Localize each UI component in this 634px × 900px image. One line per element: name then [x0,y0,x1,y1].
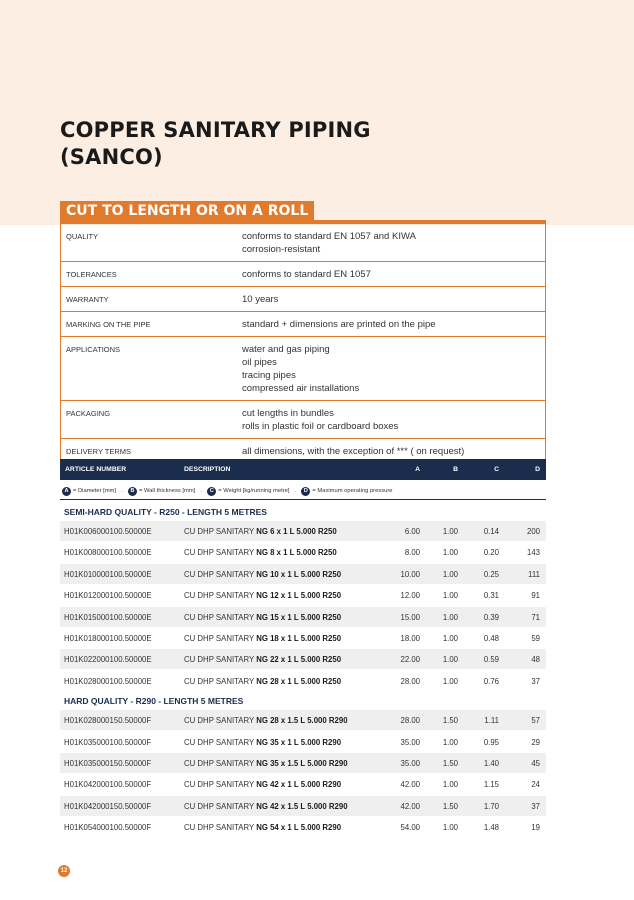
description [184,759,348,768]
spec-row [61,261,545,286]
article-number: H01K015000100.50000E [64,612,152,622]
spec-value: water and gas piping [242,344,330,355]
spec-values [242,445,545,458]
value-b: 1.00 [442,612,458,622]
group-heading: SEMI-HARD QUALITY - R250 - LENGTH 5 METRES [64,507,267,517]
description [184,823,341,832]
article-number: H01K035000150.50000F [64,759,152,768]
description [184,548,337,557]
legend-item [207,487,289,496]
table-row [60,585,546,605]
description [184,655,341,664]
group-heading: HARD QUALITY - R290 - LENGTH 5 METRES [64,696,244,707]
description-prefix: CU DHP SANITARY [184,591,257,601]
legend-item [62,487,116,496]
page-title [60,117,371,171]
value-b: 1.00 [442,548,458,558]
value-b: 1.00 [442,737,458,747]
value-a: 42.00 [400,801,420,811]
table-row [60,607,546,627]
spec-row [61,311,545,336]
description-prefix: CU DHP SANITARY [184,655,257,665]
column-legend [60,484,546,500]
article-number: H01K008000100.50000E [64,548,152,558]
spec-values [242,268,545,281]
article-number: H01K042000150.50000F [64,801,152,811]
value-b: 1.00 [442,527,458,536]
value-b: 1.00 [442,569,458,579]
value-a: 10.00 [400,569,420,579]
legend-letter-icon: D [301,487,310,496]
article-number: H01K022000100.50000E [64,655,152,665]
description [184,527,337,536]
description-prefix: CU DHP SANITARY [184,527,257,536]
value-b: 1.00 [442,591,458,601]
table-row [60,628,546,648]
spec-key: QUALITY [66,232,99,241]
spec-value: rolls in plastic foil or cardboard boxes [242,421,399,432]
table-row [60,671,546,691]
spec-key: MARKING ON THE PIPE [66,320,151,329]
spec-value: 10 years [242,294,279,305]
article-number: H01K054000100.50000F [64,823,152,833]
spec-value: oil pipes [242,357,277,368]
value-a: 22.00 [400,655,420,665]
description [184,802,348,811]
value-c: 1.48 [483,823,499,833]
value-c: 1.15 [483,780,499,790]
value-d: 91 [531,591,540,601]
value-c: 0.95 [483,737,499,747]
value-d: 37 [531,676,540,686]
legend-text: = Maximum operating pressure [312,488,393,494]
value-a: 35.00 [400,759,420,768]
header-b: B [453,466,458,473]
value-a: 28.00 [400,716,420,726]
description-spec: NG 42 x 1 L 5.000 R290 [256,780,342,790]
article-number: H01K042000100.50000F [64,780,152,790]
description-spec: NG 22 x 1 L 5.000 R250 [256,655,342,665]
description [184,613,341,622]
table-row [60,710,546,730]
value-b: 1.00 [442,634,458,643]
spec-row [61,224,545,261]
value-c: 0.39 [483,612,499,622]
value-d: 57 [531,716,540,726]
description [184,677,341,686]
value-a: 35.00 [400,737,420,747]
table-row [60,521,546,541]
value-c: 0.76 [483,676,499,686]
value-d: 48 [531,655,540,665]
value-b: 1.00 [442,780,458,790]
value-c: 0.59 [483,655,499,665]
description-prefix: CU DHP SANITARY [184,737,257,747]
value-d: 45 [531,759,540,768]
table-row [60,542,546,562]
spec-value: standard + dimensions are printed on the pipe [242,319,436,330]
description [184,570,341,579]
description-prefix: CU DHP SANITARY [184,676,257,686]
table-row [60,649,546,669]
description-spec: NG 35 x 1 L 5.000 R290 [256,737,342,747]
spec-values [242,318,545,331]
value-d: 29 [531,737,540,747]
article-number: H01K018000100.50000E [64,634,152,643]
article-number: H01K028000150.50000F [64,716,152,726]
spec-key: DELIVERY TERMS [66,447,132,456]
value-d: 37 [531,801,540,811]
value-c: 0.31 [483,591,499,601]
table-row [60,774,546,794]
spec-values [242,343,545,395]
value-b: 1.00 [442,655,458,665]
description-spec: NG 35 x 1.5 L 5.000 R290 [256,759,348,768]
description-spec: NG 28 x 1 L 5.000 R250 [256,676,342,686]
description [184,591,341,600]
value-c: 1.11 [484,716,499,726]
section-tab: CUT TO LENGTH OR ON A ROLL [60,201,314,221]
value-d: 24 [531,780,540,790]
spec-value: conforms to standard EN 1057 and KIWA [242,231,416,242]
value-a: 8.00 [404,548,420,558]
description [184,716,348,725]
value-a: 6.00 [404,527,420,536]
article-number: H01K028000100.50000E [64,676,152,686]
spec-values [242,293,545,306]
legend-text: = Weight [kg/running metre] [218,488,290,494]
spec-value: compressed air installations [242,383,360,394]
table-row [60,753,546,773]
value-c: 0.48 [483,634,499,643]
article-number: H01K035000100.50000F [64,737,152,747]
legend-text: = Wall thickness [mm] [138,488,196,494]
spec-value: tracing pipes [242,370,296,381]
value-b: 1.50 [442,801,458,811]
legend-item [128,487,195,496]
description-spec: NG 42 x 1.5 L 5.000 R290 [256,801,348,811]
description-spec: NG 6 x 1 L 5.000 R250 [256,527,337,536]
spec-value: conforms to standard EN 1057 [242,269,371,280]
header-band [0,0,634,225]
value-a: 12.00 [400,591,420,601]
value-b: 1.50 [442,759,458,768]
header-d: D [535,466,540,473]
description-prefix: CU DHP SANITARY [184,612,257,622]
legend-letter-icon: A [62,487,71,496]
value-d: 59 [531,634,540,643]
page-number: 12 [58,865,70,877]
table-row [60,796,546,816]
table-row [60,817,546,837]
value-a: 42.00 [400,780,420,790]
legend-separator: - [294,488,297,495]
article-number: H01K012000100.50000E [64,591,152,601]
description-prefix: CU DHP SANITARY [184,634,257,643]
description-spec: NG 12 x 1 L 5.000 R250 [256,591,342,601]
article-number: H01K006000100.50000E [64,527,152,536]
value-d: 143 [526,548,540,558]
description-spec: NG 18 x 1 L 5.000 R250 [256,634,342,643]
article-table-header [60,459,546,480]
page-title-line1: COPPER SANITARY PIPING [60,118,371,142]
spec-value: cut lengths in bundles [242,408,334,419]
value-b: 1.00 [442,823,458,833]
description-prefix: CU DHP SANITARY [184,569,257,579]
description-prefix: CU DHP SANITARY [184,823,257,833]
article-number: H01K010000100.50000E [64,569,152,579]
description-spec: NG 10 x 1 L 5.000 R250 [256,569,342,579]
spec-values [242,230,545,256]
table-row [60,564,546,584]
description-spec: NG 28 x 1.5 L 5.000 R290 [256,716,348,726]
spec-value: all dimensions, with the exception of *** ( on request) [242,446,465,457]
header-article: ARTICLE NUMBER [65,466,127,473]
description-prefix: CU DHP SANITARY [184,780,257,790]
description-prefix: CU DHP SANITARY [184,716,257,726]
value-a: 18.00 [400,634,420,643]
value-c: 0.14 [483,527,499,536]
table-row [60,732,546,752]
spec-table [60,224,546,464]
spec-value: corrosion-resistant [242,244,321,255]
spec-key: TOLERANCES [66,270,117,279]
value-a: 28.00 [400,676,420,686]
value-c: 0.25 [483,569,499,579]
description-prefix: CU DHP SANITARY [184,548,257,558]
page-title-line2: (SANCO) [60,145,163,169]
header-c: C [494,466,499,473]
description-prefix: CU DHP SANITARY [184,759,257,768]
legend-separator: - [200,488,203,495]
legend-letter-icon: B [128,487,137,496]
value-d: 200 [526,527,540,536]
description [184,634,341,643]
value-d: 111 [528,569,540,579]
spec-row [61,400,545,438]
legend-item [301,487,392,496]
spec-row [61,336,545,400]
spec-key: PACKAGING [66,409,111,418]
spec-key: WARRANTY [66,295,109,304]
spec-row [61,286,545,311]
value-a: 54.00 [400,823,420,833]
value-b: 1.50 [442,716,458,726]
value-d: 19 [531,823,540,833]
description [184,780,341,789]
value-d: 71 [531,612,540,622]
value-a: 15.00 [400,612,420,622]
description-spec: NG 54 x 1 L 5.000 R290 [256,823,342,833]
legend-text: = Diameter [mm] [73,488,117,494]
description [184,738,341,747]
spec-values [242,407,545,433]
description-spec: NG 8 x 1 L 5.000 R250 [256,548,337,558]
description-prefix: CU DHP SANITARY [184,801,257,811]
legend-letter-icon: C [207,487,216,496]
description-spec: NG 15 x 1 L 5.000 R250 [256,612,342,622]
value-c: 1.70 [483,801,499,811]
header-description: DESCRIPTION [184,466,231,473]
value-c: 0.20 [483,548,499,558]
value-b: 1.00 [442,676,458,686]
spec-key: APPLICATIONS [66,345,121,354]
legend-separator: - [121,488,123,495]
header-a: A [415,466,420,473]
value-c: 1.40 [483,759,499,768]
